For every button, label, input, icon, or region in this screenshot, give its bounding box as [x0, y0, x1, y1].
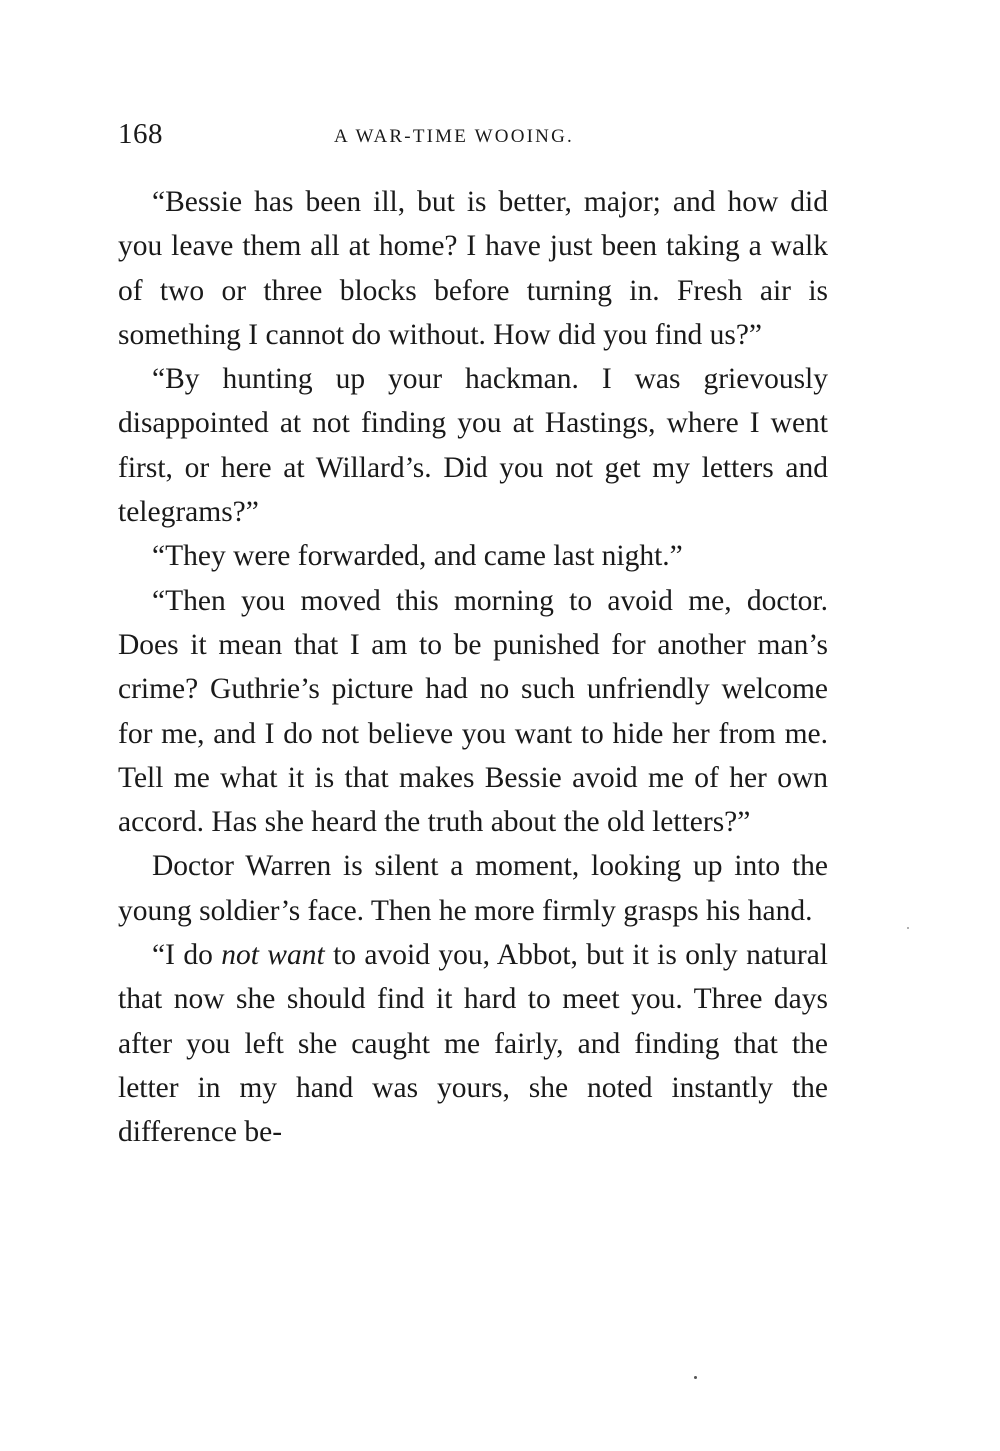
paragraph: Doctor Warren is silent a moment, looking up into the young soldier’s face. Then he more firmly grasps his hand. [118, 850, 828, 927]
body-text [118, 180, 828, 1155]
page-header [118, 118, 828, 158]
print-speck [694, 1376, 697, 1379]
paragraph: “They were forwarded, and came last night.” [152, 540, 683, 573]
paragraph-text-before: “I do [152, 939, 222, 972]
paragraph: “By hunting up your hackman. I was grievously disappointed at not finding you at Hastings, where I went first, or here at Willard’s. Did you not get my letters and telegrams?” [118, 363, 828, 529]
paragraph: “Then you moved this morning to avoid me, doctor. Does it mean that I am to be punished for another man’s crime? Guthrie’s picture had no such unfriendly welcome for me, and I do not believe you want to hide her from me. Tell me what it is that makes Bessie avoid me of her own accord. Has she heard the truth about the old letters?” [118, 584, 828, 839]
page-number: 168 [118, 118, 163, 150]
print-speck [907, 927, 909, 929]
paragraph: “Bessie has been ill, but is better, major; and how did you leave them all at home? I have just been taking a walk of two or three blocks before turning in. Fresh air is something I cannot do without. How did you find us?” [118, 186, 828, 351]
paragraph [118, 933, 828, 1154]
italic-emphasis: not want [221, 939, 325, 972]
paragraph-text-after: to avoid you, Abbot, but it is only natural that now she should find it hard to meet you. Three days after you left she caught me fairly, and finding that the letter in my hand was yours, she noted instantly the difference be- [118, 939, 828, 1149]
running-title: A WAR-TIME WOOING. [334, 126, 574, 147]
